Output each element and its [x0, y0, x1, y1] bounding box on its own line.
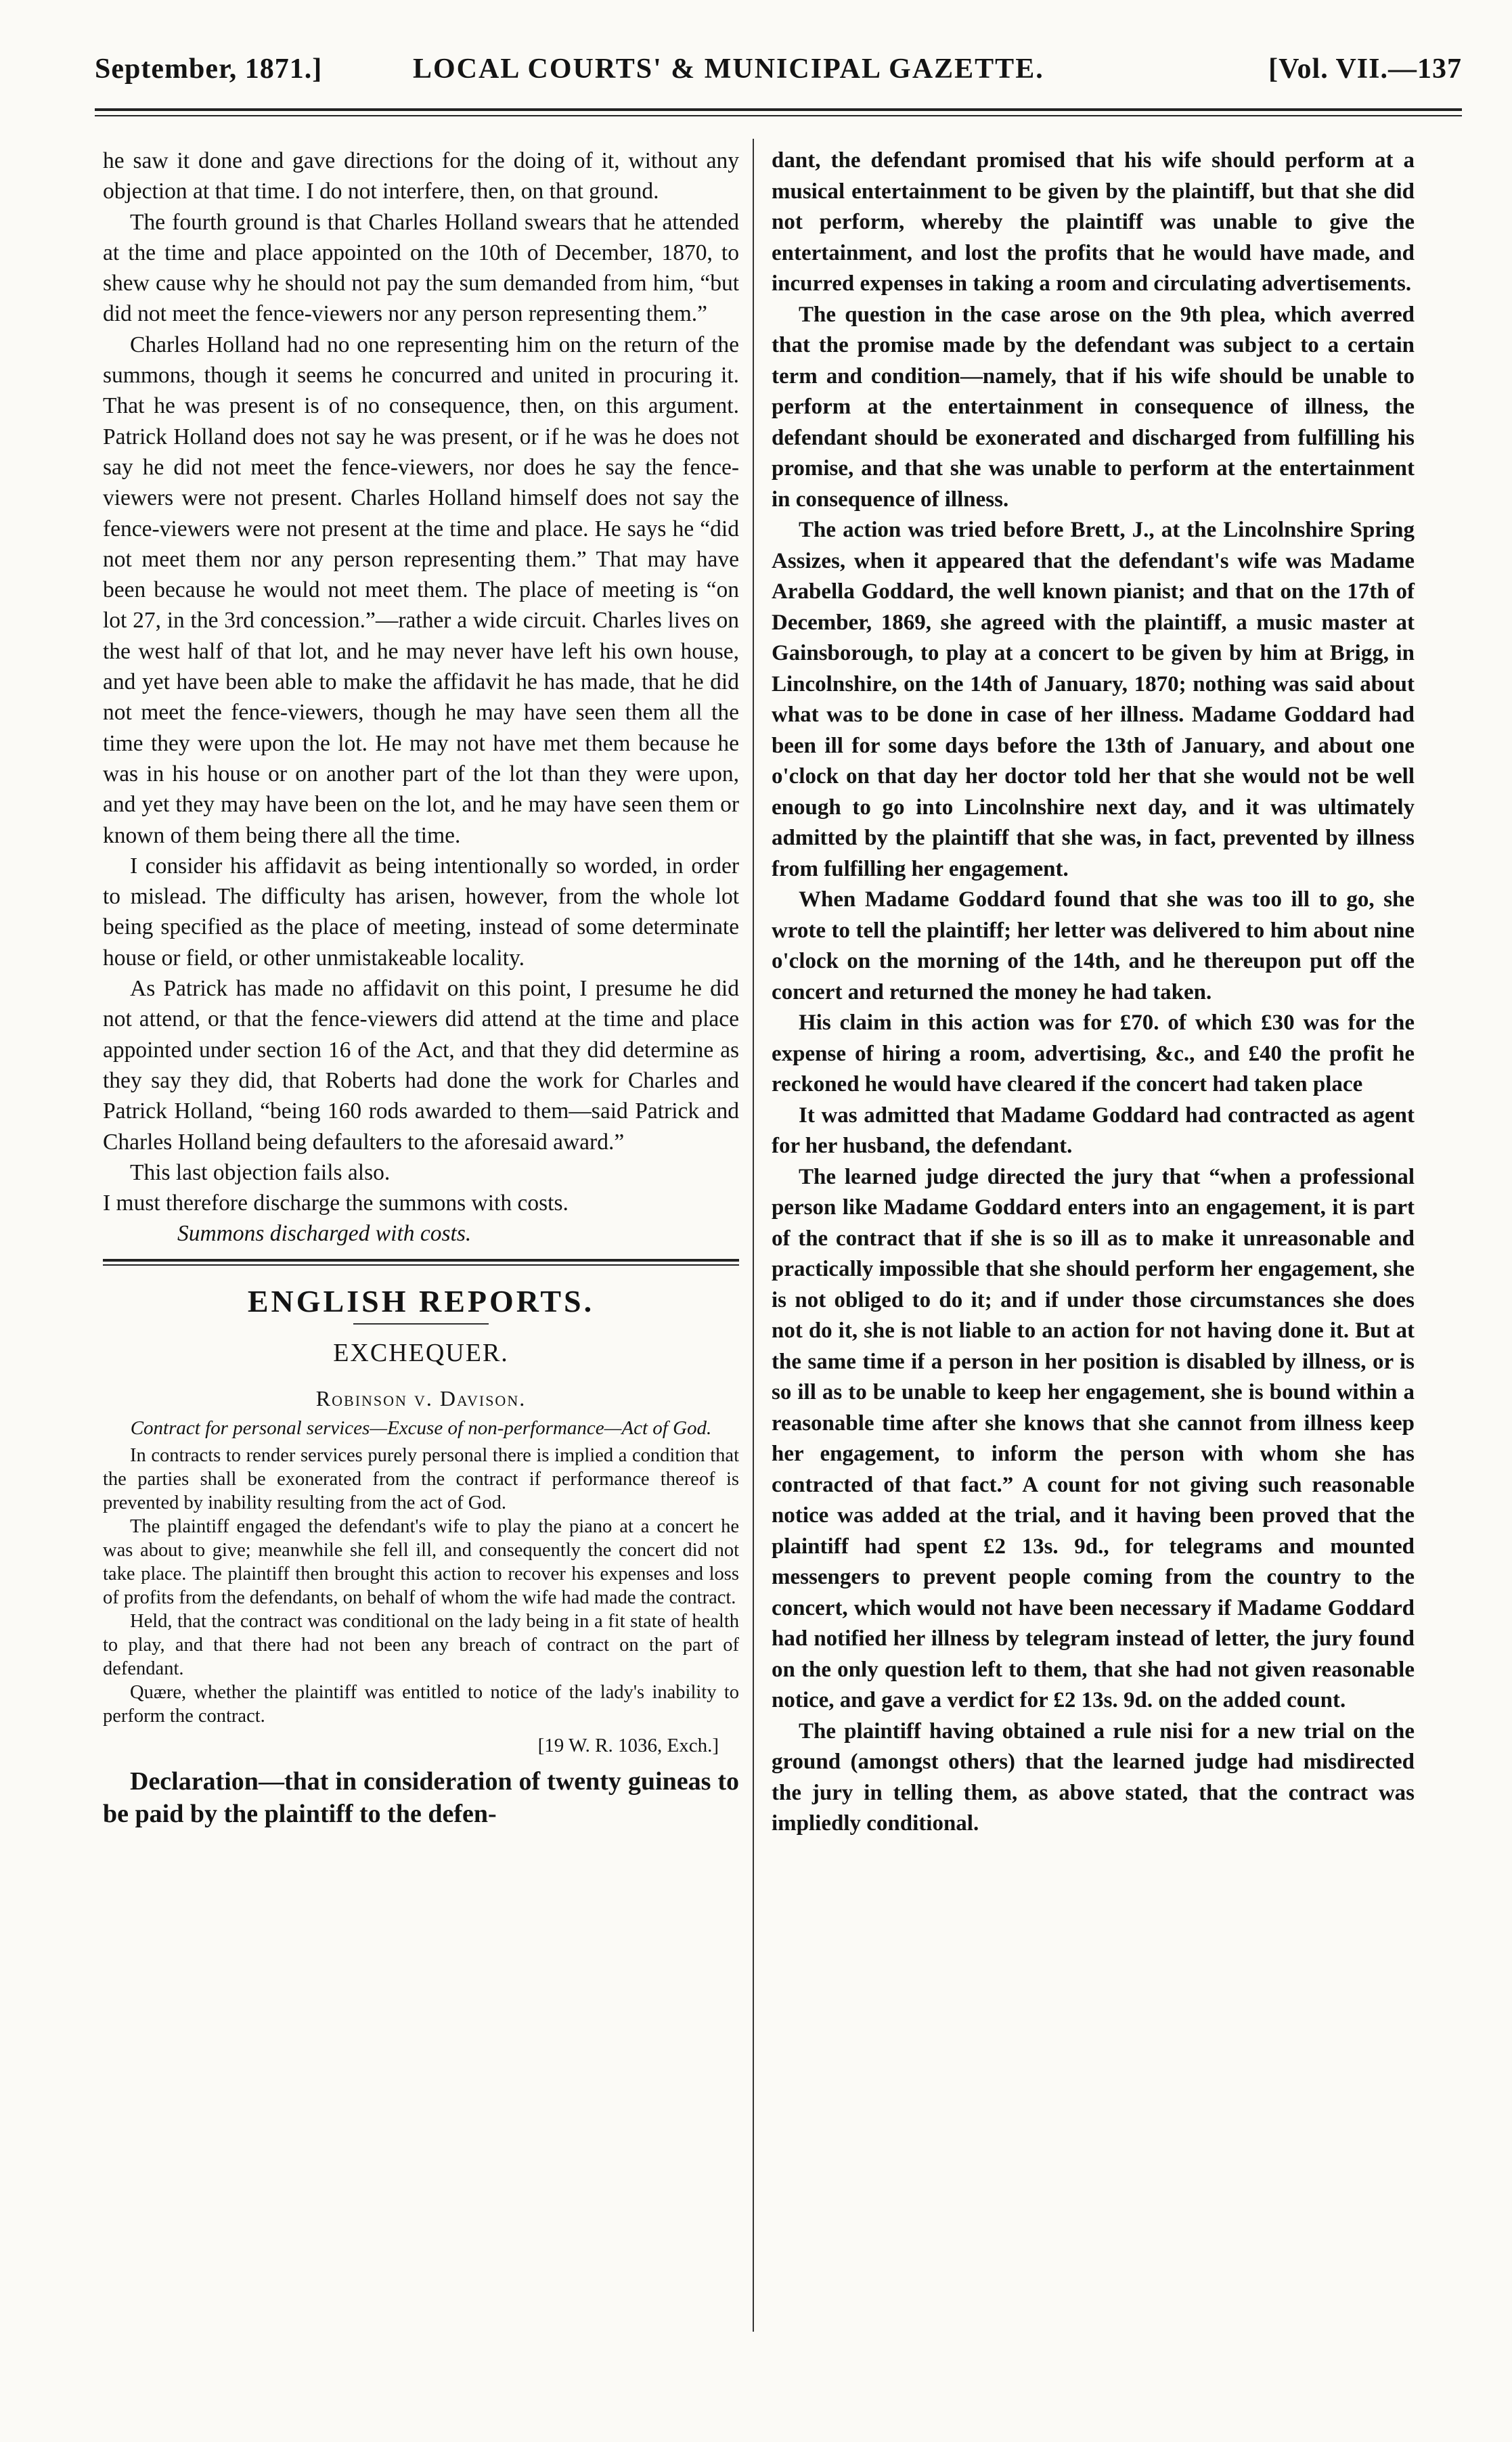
closing-text: I must therefore discharge the summons with costs. — [103, 1191, 569, 1216]
right-column — [772, 146, 1415, 1840]
section-rule — [103, 1259, 739, 1262]
headnote: In contracts to render services purely personal there is implied a condition that the parties shall be exonerated from the contract if performance thereof is prevented by inability resulting from the act of God. — [103, 1444, 739, 1513]
headnote: Held, that the contract was conditional on the lady being in a fit state of health to play, and that there had not been any breach of contract on the part of defendant. — [103, 1610, 739, 1679]
case-name: Robinson v. Davison. — [315, 1386, 527, 1411]
section-title: ENGLISH REPORTS. — [247, 1283, 595, 1318]
headnote: Quære, whether the plaintiff was entitled to notice of the lady's inability to perform the contract. — [103, 1681, 739, 1727]
header-rule-thin — [95, 115, 1462, 116]
left-paragraph: he saw it done and gave directions for the doing of it, without any objection at that time. I do not interfere, then, on that ground. — [103, 148, 739, 204]
right-paragraph: When Madame Goddard found that she was too ill to go, she wrote to tell the plaintiff; her letter was delivered to him about nine o'clock on the morning of the 14th, and he thereupon put off the concert and returned the money he had taken. — [772, 887, 1415, 1004]
right-paragraph: The plaintiff having obtained a rule nisi for a new trial on the ground (amongst others) that the learned judge had misdirected the jury in telling them, as above stated, that the contract was impliedly conditional. — [772, 1718, 1415, 1836]
left-column — [103, 146, 739, 1830]
left-paragraph: The fourth ground is that Charles Holland swears that he attended at the time and place appointed on the 10th of December, 1870, to shew cause why he should not pay the sum demanded from him, “but did not meet the fence-viewers nor any person representing them.” — [103, 209, 739, 327]
declaration-paragraph: Declaration—that in consideration of twenty guineas to be paid by the plaintiff to the defen- — [103, 1767, 739, 1828]
left-paragraph: I consider his affidavit as being intentionally so worded, in order to mislead. The difficulty has arisen, however, from the whole lot being specified as the place of meeting, instead of some determinate house or field, or other unmistakeable locality. — [103, 853, 739, 971]
right-paragraph: dant, the defendant promised that his wife should perform at a musical entertainment to be given by the plaintiff, but that she did not perform, whereby the plaintiff was unable to give the entertainment, and lost the profits that he would have made, and incurred expenses in taking a room and circulating advertisements. — [772, 148, 1415, 296]
court-title: EXCHEQUER. — [333, 1338, 509, 1367]
right-paragraph: It was admitted that Madame Goddard had contracted as agent for her husband, the defendant. — [772, 1103, 1415, 1158]
header-volume: [Vol. VII.—137 — [1268, 53, 1462, 85]
right-paragraph: The learned judge directed the jury that “when a professional person like Madame Goddard enters into an engagement, it is part of the contract that if she is so ill as to make it unreasonable and practically impossible that she should perform her engagement, she is not obliged to do it; and if under those circumstances she does not do it, she is not liable to an action for not having done it. But at the same time if a person in her position is disabled by illness, or is so ill as to be unable to keep her engagement, she is bound within a reasonable time after she knows that she cannot from illness keep her engagement, to inform the person with whom she has contracted of that fact.” A count for not giving such reasonable notice was added at the trial, and it having been proved that the plaintiff had spent £2 13s. 9d., for telegrams and mounted messengers to prevent people coming from the country to the concert, which would not have been necessary if Madame Goddard had notified her illness by telegram instead of letter, the jury found on the only question left to them, that she had not given reasonable notice, and gave a verdict for £2 13s. 9d. on the added count. — [772, 1164, 1415, 1712]
section-rule-thin — [103, 1264, 739, 1266]
header-title: LOCAL COURTS' & MUNICIPAL GAZETTE. — [413, 53, 1044, 85]
left-paragraph: Charles Holland had no one representing him on the return of the summons, though it seems he concurred and united in procuring it. That he was present is of no consequence, then, on this argument. Patrick Holland does not say he was present, or if he was he does not say he did not meet the fence-viewers, nor does he say the fence-viewers were not present. Charles Holland himself does not say the fence-viewers were not present at the time and place. He says he “did not meet them nor any person representing them.” That may have been because he would not meet them. The place of meeting is “on lot 27, in the 3rd concession.”—rather a wide circuit. Charles lives on the west half of that lot, and he may never have left his own house, and yet have been able to make the affidavit he has made, that he did not meet the fence-viewers, though he may have seen them all the time they were upon the lot. He may not have met them because he was in his house or on another part of the lot than they were upon, and yet they may have been on the lot, and he may have seen them or known of them being there all the time. — [103, 332, 739, 848]
header-date: September, 1871.] — [95, 53, 323, 85]
right-paragraph: The question in the case arose on the 9th plea, which averred that the promise made by the defendant was subject to a certain term and condition—namely, that if his wife should be unable to perform at the entertainment in consequence of illness, the defendant should be exonerated and discharged from fulfilling his promise, and that she was unable to perform at the entertainment in consequence of illness. — [772, 302, 1415, 512]
closing-note: Summons discharged with costs. — [177, 1221, 472, 1247]
closing-paragraph — [103, 1188, 739, 1249]
left-paragraph: This last objection fails also. — [130, 1159, 391, 1185]
headnote-title: Contract for personal services—Excuse of non-performance—Act of God. — [130, 1417, 712, 1439]
column-divider — [753, 139, 754, 2332]
right-paragraph: His claim in this action was for £70. of which £30 was for the expense of hiring a room, advertising, &c., and £40 the profit he reckoned he would have cleared if the concert had taken place — [772, 1011, 1415, 1096]
case-citation: [19 W. R. 1036, Exch.] — [537, 1734, 719, 1756]
page-header — [95, 53, 1462, 107]
title-rule — [353, 1323, 489, 1325]
headnote: The plaintiff engaged the defendant's wife to play the piano at a concert he was about to give; meanwhile she fell ill, and consequently the concert did not take place. The plaintiff then brought this action to recover his expenses and loss of profits from the defendants, on behalf of whom the wife had made the contract. — [103, 1515, 739, 1608]
header-rule — [95, 108, 1462, 111]
left-paragraph: As Patrick has made no affidavit on this point, I presume he did not attend, or that the fence-viewers did attend at the time and place appointed under section 16 of the Act, and that they did determine as they say they did, that Roberts had done the work for Charles and Patrick Holland, “being 160 rods awarded to them—said Patrick and Charles Holland being defaulters to the aforesaid award.” — [103, 976, 739, 1155]
right-paragraph: The action was tried before Brett, J., at the Lincolnshire Spring Assizes, when it appeared that the defendant's wife was Madame Arabella Goddard, the well known pianist; and that on the 17th of December, 1869, she agreed with the plaintiff, a music master at Gainsborough, to play at a concert to be given by him at Brigg, in Lincolnshire, on the 14th of January, 1870; nothing was said about what was to be done in case of her illness. Madame Goddard had been ill for some days before the 13th of January, and about one o'clock on that day her doctor told her that she would not be well enough to go into Lincolnshire next day, and it was ultimately admitted by the plaintiff that she was, in fact, prevented by illness from fulfilling her engagement. — [772, 518, 1415, 881]
